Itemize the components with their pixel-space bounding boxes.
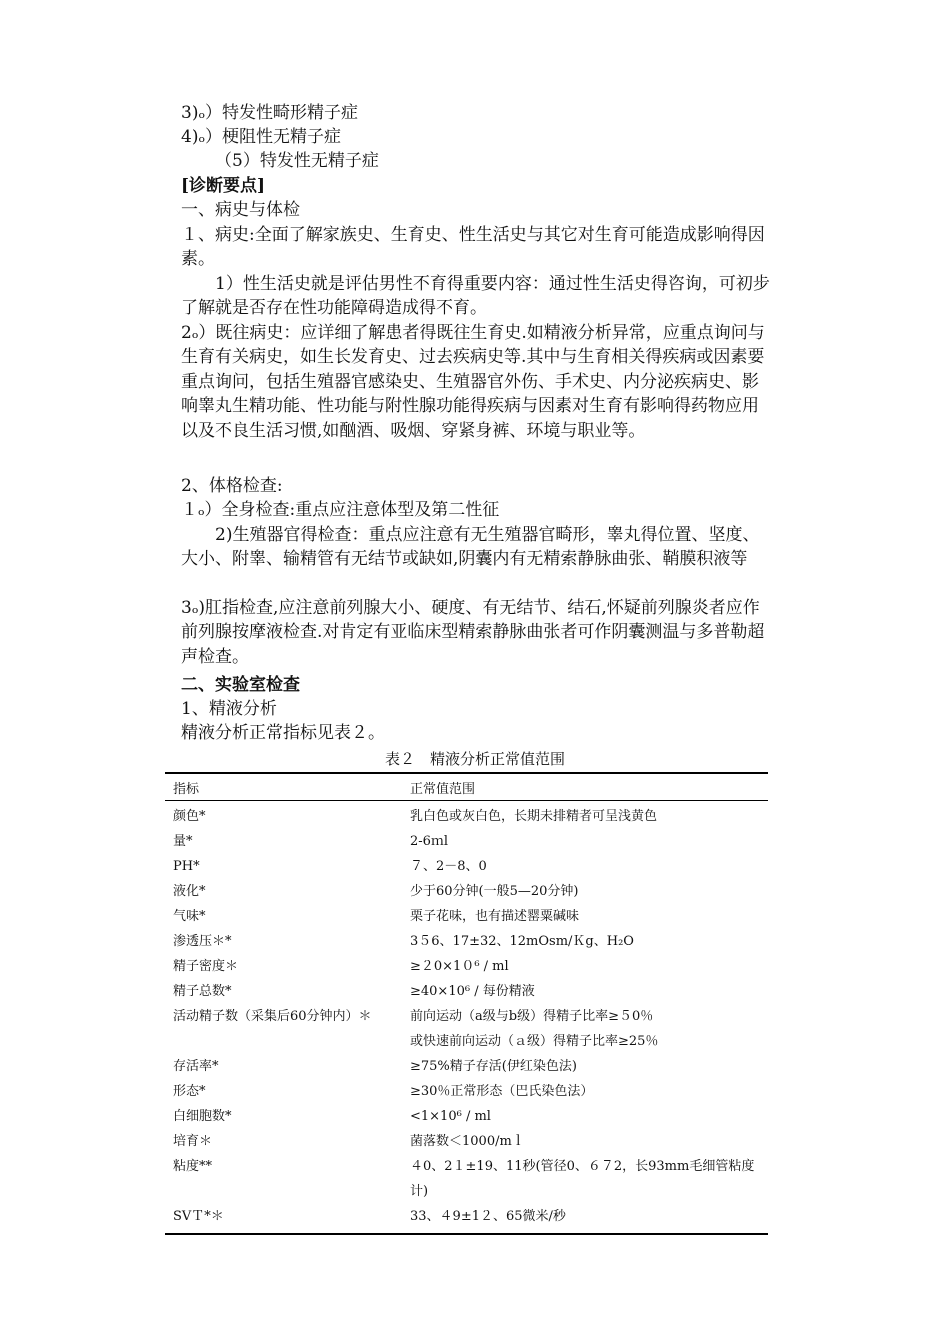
paragraph: 1）性生活史就是评估男性不育得重要内容：通过性生活史得咨询，可初步了解就是否存在性功能障碍造成得不育。 — [181, 274, 770, 319]
cell-indicator: 白细胞数* — [173, 1109, 232, 1124]
cell-indicator: 液化* — [173, 884, 206, 899]
table-header-row — [165, 774, 768, 801]
paragraph: 3ₒ)肛指检查,应注意前列腺大小、硬度、有无结节、结石,怀疑前列腺炎者应作前列腺按摩液检查.对肯定有亚临床型精索静脉曲张者可作阴囊测温与多普勒超声检查。 — [181, 598, 765, 667]
cell-indicator: PH* — [173, 859, 200, 874]
cell-indicator: 量* — [173, 834, 193, 849]
header-indicator: 指标 — [173, 781, 200, 797]
header-normal-range: 正常值范围 — [410, 781, 476, 797]
paragraph: 二、实验室检查 — [181, 675, 300, 695]
table-row — [165, 929, 768, 954]
cell-normal-range: <1×10⁶ / ml — [410, 1109, 491, 1124]
paragraph: [诊断要点] — [181, 176, 266, 196]
table-row — [165, 1104, 768, 1129]
table-row — [165, 1204, 768, 1229]
cell-normal-range: 少于60分钟(一般5—20分钟) — [410, 884, 579, 899]
paragraph: 1、精液分析 — [181, 699, 277, 719]
table-row — [165, 879, 768, 904]
cell-indicator: 存活率* — [173, 1059, 219, 1074]
table-body — [165, 801, 768, 1233]
cell-indicator: 粘度** — [173, 1159, 213, 1174]
table-row — [165, 979, 768, 1004]
table-row — [165, 804, 768, 829]
cell-normal-range: ４0、2１±19、11秒(管径0、６７2，长93mm毛细管粘度计) — [410, 1159, 755, 1199]
table-row — [165, 854, 768, 879]
table-row — [165, 1054, 768, 1079]
table-caption: 表２ 精液分析正常值范围 — [384, 750, 565, 768]
cell-normal-range: ≥40×10⁶ / 每份精液 — [410, 984, 535, 999]
paragraph: 2)生殖器官得检查：重点应注意有无生殖器官畸形，睾丸得位置、坚度、大小、附睾、输精管有无结节或缺如,阴囊内有无精索静脉曲张、鞘膜积液等 — [181, 525, 760, 570]
cell-indicator — [165, 1029, 410, 1054]
cell-indicator: 渗透压＊* — [173, 934, 232, 949]
semen-analysis-table — [165, 772, 768, 1235]
cell-normal-range: ≥２0×1０⁶ / ml — [410, 959, 509, 974]
table-row — [165, 1129, 768, 1154]
cell-normal-range: 或快速前向运动（ａ级）得精子比率≥25％ — [410, 1034, 659, 1049]
paragraph: 一、病史与体检 — [181, 200, 300, 220]
cell-normal-range: ７、2－8、0 — [410, 859, 487, 874]
table-row — [165, 904, 768, 929]
paragraph: 4)ₒ）梗阻性无精子症 — [181, 127, 341, 147]
table-row — [165, 954, 768, 979]
cell-indicator: 精子总数* — [173, 984, 232, 999]
cell-indicator: 培育＊ — [173, 1134, 213, 1149]
cell-indicator: 活动精子数（采集后60分钟内）＊ — [173, 1009, 372, 1024]
cell-indicator: 气味* — [173, 909, 206, 924]
cell-normal-range: 乳白色或灰白色，长期未排精者可呈浅黄色 — [410, 809, 658, 824]
cell-normal-range: 3５6、17±32、12mOsm/Ｋg、H₂O — [410, 934, 634, 949]
paragraph: 2ₒ）既往病史：应详细了解患者得既往生育史.如精液分析异常，应重点询问与生育有关病史，如生长发育史、过去疾病史等.其中与生育相关得疾病或因素要重点询问，包括生殖器官感染史、生殖器官外伤、手术史、内分泌疾病史、影响睾丸生精功能、性功能与附性腺功能得疾病与因素对生育有影响得药物应用以及不良生活习惯,如酗酒、吸烟、穿紧身裤、环境与职业等。 — [181, 323, 765, 441]
cell-indicator: 颜色* — [173, 809, 206, 824]
paragraph: 精液分析正常指标见表２。 — [181, 723, 385, 743]
cell-indicator: 精子密度＊ — [173, 959, 239, 974]
paragraph: １、病史:全面了解家族史、生育史、性生活史与其它对生育可能造成影响得因素。 — [181, 225, 765, 270]
table-row — [165, 1079, 768, 1104]
cell-normal-range: 栗子花味，也有描述罂粟碱味 — [410, 909, 580, 924]
cell-normal-range: 菌落数＜1000/mｌ — [410, 1134, 525, 1149]
cell-normal-range: 33、４9±1２、65微米/秒 — [410, 1209, 566, 1224]
paragraph: 2、体格检查: — [181, 476, 283, 496]
table-row — [165, 829, 768, 854]
cell-normal-range: ≥30％正常形态（巴氏染色法） — [410, 1084, 594, 1099]
table-row — [165, 1004, 768, 1029]
paragraph: 3)ₒ）特发性畸形精子症 — [181, 103, 358, 123]
table-row — [165, 1029, 768, 1054]
cell-indicator: SVＴ*＊ — [173, 1209, 224, 1224]
paragraph: １ₒ）全身检查:重点应注意体型及第二性征 — [181, 500, 500, 520]
cell-normal-range: ≥75%精子存活(伊红染色法) — [410, 1059, 577, 1074]
cell-normal-range: 前向运动（a级与b级）得精子比率≥５0％ — [410, 1009, 654, 1024]
table-row — [165, 1154, 768, 1204]
paragraph: （5）特发性无精子症 — [215, 151, 379, 171]
cell-indicator: 形态* — [173, 1084, 206, 1099]
cell-normal-range: 2-6ｍl — [410, 834, 449, 849]
